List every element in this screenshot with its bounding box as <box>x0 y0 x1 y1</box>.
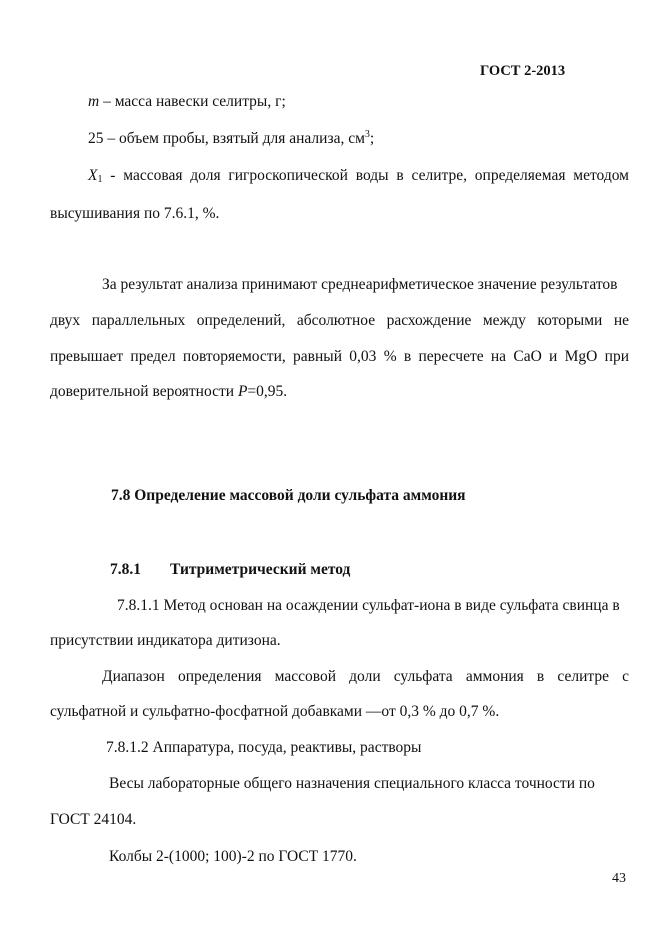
definition-25-text: – объем пробы, взятый для анализа, см <box>103 130 365 147</box>
definition-x1-subscript: 1 <box>97 174 103 185</box>
result-paragraph-line4-end: =0,95. <box>247 383 288 400</box>
result-paragraph-line1: За результат анализа принимают среднеарифметическое значение результатов <box>102 276 618 293</box>
flasks-paragraph: Колбы 2-(1000; 100)-2 по ГОСТ 1770. <box>109 848 357 865</box>
scales-paragraph-line1: Весы лабораторные общего назначения специального класса точности по <box>109 775 595 792</box>
result-paragraph-line2: двух параллельных определений, абсолютное расхождение между которыми не <box>50 312 629 329</box>
para-7-8-1-2-title: 7.8.1.2 Аппаратура, посуда, реактивы, растворы <box>106 739 422 756</box>
definition-x1-symbol: X <box>88 167 98 184</box>
definition-m-symbol: m <box>88 93 100 110</box>
result-paragraph-line4-text: доверительной вероятности <box>50 383 238 400</box>
para-7-8-1-1-line2: присутствии индикатора дитизона. <box>50 632 281 649</box>
result-paragraph-line3: превышает предел повторяемости, равный 0,03 % в пересчете на CaO и MgO при <box>50 348 629 365</box>
para-7-8-1-1-line1: 7.8.1.1 Метод основан на осаждении сульфат-иона в виде сульфата свинца в <box>117 597 620 614</box>
definition-m-text: – масса навески селитры, г; <box>99 93 286 110</box>
definition-25-number: 25 <box>88 130 104 147</box>
scales-paragraph-line2: ГОСТ 24104. <box>50 811 137 828</box>
definition-m <box>88 93 286 111</box>
section-7-8-1-title: Титриметрический метод <box>170 561 351 578</box>
section-7-8-title: 7.8 Определение массовой доли сульфата аммония <box>111 487 466 504</box>
definition-x1-line1 <box>88 167 629 185</box>
range-paragraph-line2: сульфатной и сульфатно-фосфатной добавками —от 0,3 % до 0,7 %. <box>50 703 500 720</box>
definition-25 <box>88 130 374 148</box>
definition-25-end: ; <box>369 130 375 147</box>
result-paragraph-line4 <box>50 383 287 401</box>
definition-x1-line2: высушивания по 7.6.1, %. <box>50 205 220 222</box>
definition-x1-text: - массовая доля гигроскопической воды в селитре, определяемая методом <box>102 167 629 184</box>
header-standard: ГОСТ 2-2013 <box>480 63 566 79</box>
range-paragraph-line1: Диапазон определения массовой доли сульфата аммония в селитре с <box>102 668 629 685</box>
result-paragraph-symbol-p: P <box>237 383 248 400</box>
definition-25-superscript: 3 <box>364 129 370 140</box>
section-7-8-1-number: 7.8.1 <box>110 561 141 578</box>
page-number: 43 <box>612 871 626 886</box>
